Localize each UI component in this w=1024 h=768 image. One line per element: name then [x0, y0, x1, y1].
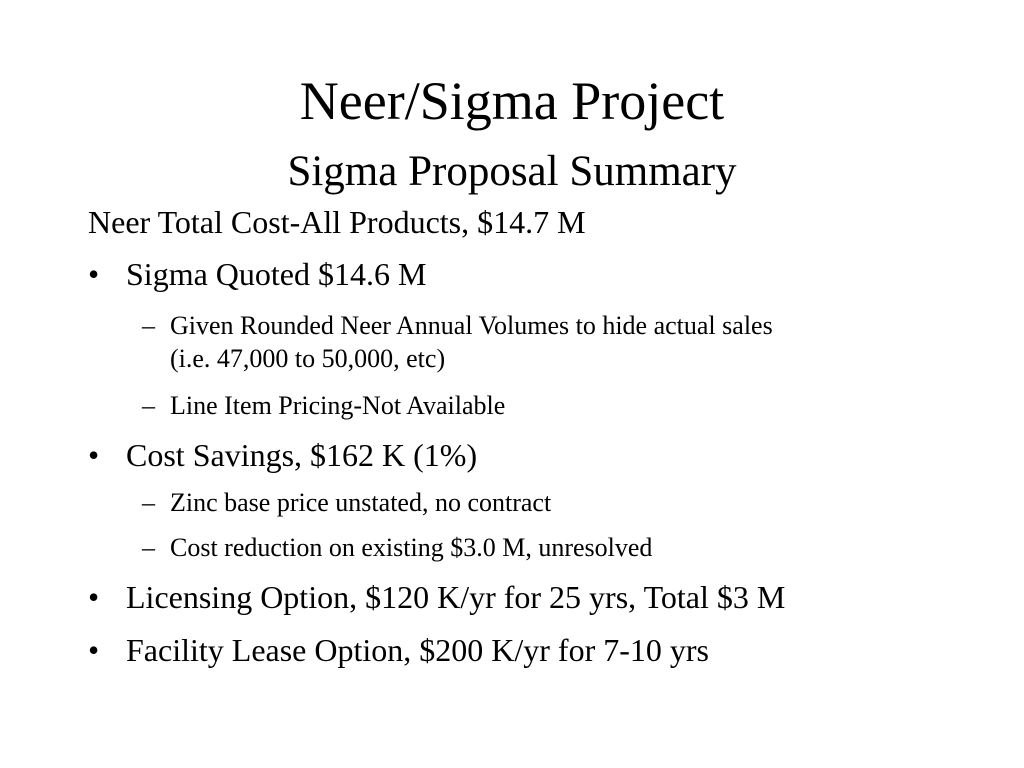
- sub-bullet-text: [170, 309, 990, 375]
- bullet-text: Facility Lease Option, $200 K/yr for 7-10 yrs: [126, 632, 709, 668]
- slide-subtitle: Sigma Proposal Summary: [287, 148, 737, 195]
- intro-line: Neer Total Cost-All Products, $14.7 M: [88, 204, 586, 240]
- bullet-mark: •: [88, 632, 100, 668]
- bullet-text: Sigma Quoted $14.6 M: [126, 256, 427, 292]
- sub-bullet-line: (i.e. 47,000 to 50,000, etc): [170, 344, 446, 373]
- slide-title: Neer/Sigma Project: [299, 71, 725, 131]
- bullet-mark: •: [88, 437, 100, 473]
- dash-mark: –: [142, 533, 155, 562]
- bullet-mark: •: [88, 256, 100, 292]
- bullet-mark: •: [88, 579, 100, 615]
- dash-mark: –: [142, 311, 155, 340]
- sub-bullet-text: Line Item Pricing-Not Available: [170, 391, 506, 420]
- sub-bullet-text: Cost reduction on existing $3.0 M, unresolved: [170, 533, 653, 562]
- dash-mark: –: [142, 488, 155, 517]
- dash-mark: –: [142, 391, 155, 420]
- sub-bullet-text: Zinc base price unstated, no contract: [170, 488, 552, 517]
- bullet-text: Licensing Option, $120 K/yr for 25 yrs, Total $3 M: [126, 579, 786, 615]
- bullet-text: Cost Savings, $162 K (1%): [126, 437, 478, 473]
- sub-bullet-line: Given Rounded Neer Annual Volumes to hide actual sales: [170, 311, 773, 340]
